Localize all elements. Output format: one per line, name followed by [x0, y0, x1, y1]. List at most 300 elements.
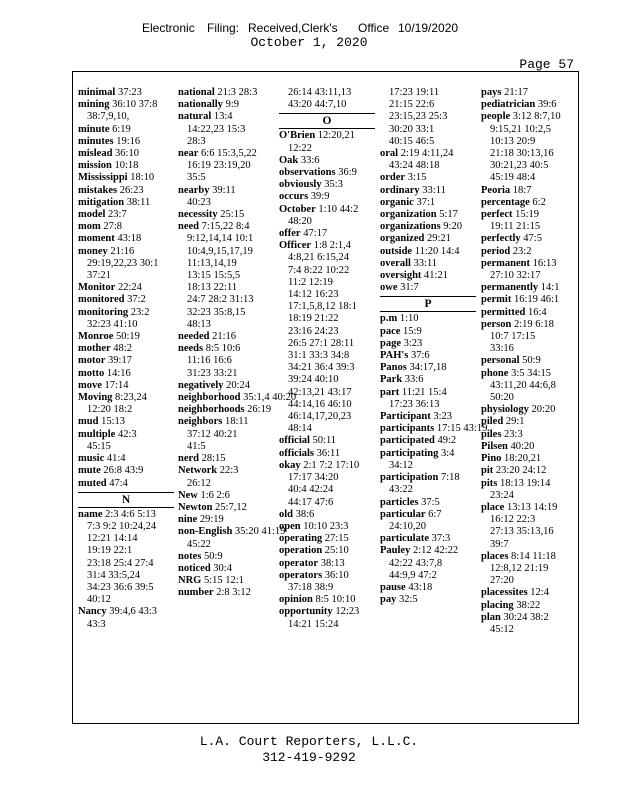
- page-line-refs: 16:12 22:3: [490, 514, 536, 526]
- page-line-refs: 13:15 15:5,5: [187, 270, 241, 282]
- index-entry: [279, 460, 375, 509]
- index-entry: [481, 612, 577, 636]
- index-entry: [279, 558, 375, 570]
- page-line-refs: 16:13: [532, 257, 557, 269]
- entry-line: [78, 197, 174, 209]
- entry-line: [279, 155, 375, 167]
- entry-line: [78, 331, 174, 343]
- entry-line: [380, 233, 476, 245]
- index-term: perfect: [481, 209, 513, 221]
- index-term: opinion: [279, 594, 313, 606]
- index-term: operator: [279, 557, 319, 569]
- page-line-refs: 19:19 22:1: [87, 545, 133, 557]
- page-line-refs: 13:4: [213, 111, 233, 123]
- entry-line: [178, 490, 274, 502]
- page-line-refs: 1:10: [399, 313, 419, 325]
- page-line-refs: 36:10: [115, 148, 139, 160]
- index-term: placing: [481, 599, 514, 611]
- entry-continuation: [178, 319, 274, 331]
- index-entry: [481, 551, 577, 588]
- index-entry: [380, 594, 476, 606]
- page-line-refs: 3:23: [433, 411, 453, 423]
- page-line-refs: 8:23,24: [115, 392, 147, 404]
- entry-line: [279, 179, 375, 191]
- page-line-refs: 29:21: [426, 233, 451, 245]
- index-entry: [78, 465, 174, 477]
- entry-continuation: [279, 301, 375, 313]
- index-entry: [78, 429, 174, 453]
- entry-line: [279, 204, 375, 216]
- page-line-refs: 23:20 24:12: [495, 465, 547, 477]
- entry-line: [481, 197, 577, 209]
- index-entry: [178, 453, 274, 465]
- index-term: page: [380, 337, 401, 349]
- filing-header: [0, 21, 618, 36]
- index-entry: [78, 124, 174, 136]
- transcript-date: October 1, 2020: [250, 35, 368, 50]
- index-term: old: [279, 508, 294, 520]
- page-line-refs: 30:21,23 40:5: [490, 160, 549, 172]
- page-line-refs: 49:2: [437, 435, 457, 447]
- entry-continuation: [279, 619, 375, 631]
- index-entry: [481, 429, 577, 441]
- page-line-refs: 2:8 3:12: [216, 587, 251, 599]
- index-entry: [481, 87, 577, 99]
- page-line-refs: 27:15: [324, 533, 349, 545]
- page-line-refs: 3:23: [403, 337, 423, 349]
- index-term: monitored: [78, 294, 125, 306]
- index-entry: [481, 478, 577, 502]
- index-term: organic: [380, 196, 414, 208]
- entry-line: [178, 453, 274, 465]
- entry-line: [380, 246, 476, 258]
- entry-continuation: [178, 282, 274, 294]
- index-term: order: [380, 172, 406, 184]
- index-term: non-English: [178, 526, 233, 538]
- index-entry: [279, 179, 375, 191]
- page-line-refs: 36:10 37:8: [112, 99, 158, 111]
- index-entry: [178, 563, 274, 575]
- entry-line: [78, 429, 174, 441]
- entry-continuation: [178, 368, 274, 380]
- page-line-refs: 13:13 14:19: [506, 501, 558, 513]
- page-line-refs: 6:6 15:3,5,22: [201, 148, 257, 160]
- page-line-refs: 34:17,18: [409, 362, 447, 374]
- index-term: places: [481, 550, 509, 562]
- index-term: Network: [178, 465, 218, 477]
- index-term: neighbors: [178, 416, 223, 428]
- index-entry: [178, 87, 274, 99]
- index-entry: [178, 490, 274, 502]
- page-line-refs: 26:5 27:1 28:11: [288, 337, 355, 349]
- page-line-refs: 40:15 46:5: [389, 135, 435, 147]
- entry-continuation: [279, 582, 375, 594]
- entry-line: [178, 514, 274, 526]
- index-entry: [78, 294, 174, 306]
- index-term: New: [178, 489, 198, 501]
- entry-line: [380, 258, 476, 270]
- page-line-refs: 35:5: [187, 172, 206, 184]
- entry-continuation: [481, 392, 577, 404]
- entry-continuation: [279, 216, 375, 228]
- index-term: pays: [481, 87, 502, 98]
- page-line-refs: 39:7: [490, 538, 509, 550]
- page-line-refs: 1:8 2:1,4: [313, 240, 352, 252]
- index-entry: [78, 380, 174, 392]
- index-entry: [481, 502, 577, 551]
- index-term: piles: [481, 428, 502, 440]
- page-line-refs: 50:9: [203, 550, 223, 562]
- entry-continuation: [279, 289, 375, 301]
- index-entry: [178, 343, 274, 380]
- page-line-refs: 21:16: [212, 331, 237, 343]
- index-entry: [78, 282, 174, 294]
- page-line-refs: 15:19: [515, 209, 540, 221]
- page-line-refs: 12:20,21: [317, 130, 355, 142]
- entry-line: [178, 148, 274, 160]
- header-received: Received,Clerk's: [248, 21, 338, 35]
- entry-continuation: [78, 111, 174, 123]
- index-term: mislead: [78, 148, 113, 160]
- index-entry: [279, 509, 375, 521]
- page-line-refs: 17:17 34:20: [288, 472, 339, 484]
- entry-continuation: [279, 387, 375, 399]
- page-line-refs: 37:23: [117, 87, 142, 98]
- page-line-refs: 27:20: [490, 575, 514, 587]
- index-term: organization: [380, 209, 437, 221]
- page-line-refs: 17:23 36:13: [389, 398, 440, 410]
- page-line-refs: 42:13,21 43:17: [288, 386, 352, 398]
- entry-line: [78, 209, 174, 221]
- page-line-refs: 14:12 16:23: [288, 289, 339, 301]
- index-term: Monroe: [78, 331, 114, 343]
- index-entry: [279, 448, 375, 460]
- index-entry: [380, 411, 476, 423]
- index-term: perfectly: [481, 233, 521, 245]
- entry-continuation: [481, 539, 577, 551]
- index-entry: [78, 478, 174, 490]
- index-term: NRG: [178, 575, 202, 587]
- entry-continuation: [380, 558, 476, 570]
- page-line-refs: 32:23 41:10: [87, 318, 138, 330]
- index-term: motor: [78, 355, 106, 367]
- page-line-refs: 33:11: [422, 184, 446, 196]
- entry-line: [78, 453, 174, 465]
- index-term: mission: [78, 160, 112, 172]
- index-term: Nancy: [78, 606, 107, 618]
- page-line-refs: 17:15 43:19: [436, 423, 488, 435]
- page-line-refs: 46:14,17,20,23: [288, 411, 352, 423]
- entry-continuation: [481, 331, 577, 343]
- page-line-refs: 18:10: [130, 172, 155, 184]
- index-term: minimal: [78, 87, 116, 98]
- page-line-refs: 39:6: [537, 99, 557, 111]
- index-entry: [78, 307, 174, 331]
- entry-line: [178, 502, 274, 514]
- entry-continuation: [178, 258, 274, 270]
- entry-continuation: [178, 478, 274, 490]
- entry-line: [178, 526, 286, 538]
- index-term: officials: [279, 447, 314, 459]
- page-line-refs: 37:3: [431, 533, 451, 545]
- entry-line: [481, 99, 577, 111]
- index-entry: [279, 228, 375, 240]
- entry-line: [481, 111, 577, 123]
- index-term: Monitor: [78, 282, 116, 294]
- entry-continuation: [481, 563, 577, 575]
- page-line-refs: 7:18: [440, 472, 460, 484]
- page-line-refs: 17:1,5,8,12 18:1: [288, 301, 357, 313]
- page-line-refs: 8:14 11:18: [511, 550, 556, 562]
- page-line-refs: 36:9: [338, 167, 357, 179]
- entry-continuation: [481, 148, 577, 160]
- index-entry: [380, 185, 476, 197]
- entry-continuation: [78, 404, 174, 416]
- entry-line: [380, 387, 476, 399]
- index-entry: [380, 374, 476, 386]
- page-line-refs: 42:3: [117, 428, 137, 440]
- page-line-refs: 10:4,9,15,17,19: [187, 245, 253, 257]
- page-line-refs: 22:24: [117, 282, 142, 294]
- page-line-refs: 43:22: [389, 484, 413, 496]
- entry-continuation: [78, 521, 174, 533]
- entry-line: [279, 521, 375, 533]
- page-line-refs: 33:6: [404, 374, 424, 386]
- index-entry: [380, 197, 476, 209]
- index-term: permanent: [481, 257, 530, 269]
- page-line-refs: 21:3 28:3: [217, 87, 258, 98]
- index-entry: [78, 160, 174, 172]
- index-entry: [78, 509, 174, 607]
- page-line-refs: 11:21 15:4: [401, 386, 447, 398]
- entry-continuation: [279, 374, 375, 386]
- index-term: muted: [78, 477, 107, 489]
- index-term: outside: [380, 245, 413, 257]
- index-entry: [78, 136, 174, 148]
- index-entry: [178, 380, 274, 392]
- page-line-refs: 1:10 44:2: [318, 203, 359, 215]
- page-line-refs: 29:1: [505, 416, 525, 428]
- entry-continuation: [481, 490, 577, 502]
- page-line-refs: 43:18: [408, 581, 433, 593]
- page-line-refs: 38:11: [126, 196, 151, 208]
- index-term: needs: [178, 343, 204, 355]
- index-entry: [178, 416, 274, 453]
- section-letter: P: [380, 296, 476, 312]
- page-line-refs: 40:20: [510, 440, 535, 452]
- entry-line: [279, 240, 375, 252]
- entry-continuation: [178, 355, 274, 367]
- index-column-1: [78, 87, 174, 631]
- entry-line: [78, 509, 174, 521]
- entry-line: [380, 172, 476, 184]
- entry-continuation: [178, 160, 274, 172]
- entry-continuation: [380, 399, 476, 411]
- index-term: operation: [279, 545, 323, 557]
- page-line-refs: 14:21 15:24: [288, 618, 339, 630]
- entry-line: [178, 111, 274, 123]
- index-entry: [380, 338, 476, 350]
- entry-line: [279, 228, 375, 240]
- index-term: necessity: [178, 209, 218, 221]
- entry-line: [279, 460, 375, 472]
- page-line-refs: 23:3: [504, 428, 523, 440]
- index-entry: [481, 307, 577, 319]
- index-term: need: [178, 221, 199, 233]
- entry-line: [78, 416, 174, 428]
- page-line-refs: 18:20,21: [504, 453, 542, 465]
- entry-continuation: [481, 514, 577, 526]
- entry-line: [481, 246, 577, 258]
- index-column-5: [481, 87, 577, 636]
- index-entry: [78, 392, 174, 416]
- index-term: mud: [78, 416, 99, 428]
- index-term: nerd: [178, 453, 199, 465]
- index-column-3: [279, 87, 375, 631]
- page-line-refs: 11:2 12:19: [288, 276, 333, 288]
- page-line-refs: 17:23 19:11: [389, 87, 440, 98]
- page-line-refs: 4:8,21 6:15,24: [288, 252, 349, 264]
- entry-line: [481, 465, 577, 477]
- entry-line: [481, 587, 577, 599]
- entry-line: [279, 570, 375, 582]
- entry-line: [78, 606, 174, 618]
- index-entry: [380, 545, 476, 582]
- index-term: percentage: [481, 196, 530, 208]
- index-term: music: [78, 453, 105, 465]
- entry-continuation: [78, 558, 174, 570]
- page-line-refs: 50:9: [522, 355, 541, 367]
- entry-line: [178, 551, 274, 563]
- page-line-refs: 45:15: [87, 440, 111, 452]
- index-entry: [78, 233, 174, 245]
- entry-line: [380, 472, 476, 484]
- entry-continuation: [279, 99, 375, 111]
- index-term: pit: [481, 465, 494, 477]
- entry-line: [481, 233, 577, 245]
- index-entry: [279, 435, 375, 447]
- page-line-refs: 29:19: [199, 514, 224, 526]
- index-entry: [78, 606, 174, 630]
- page-line-refs: 1:6 2:6: [200, 489, 230, 501]
- index-term: notes: [178, 550, 202, 562]
- page-line-refs: 2:1 7:2 17:10: [303, 459, 360, 471]
- index-term: owe: [380, 282, 398, 294]
- entry-continuation: [380, 570, 476, 582]
- entry-continuation: [178, 539, 274, 551]
- index-entry: [178, 575, 274, 587]
- entry-continuation: [481, 124, 577, 136]
- entry-line: [178, 209, 274, 221]
- index-entry: [481, 465, 577, 477]
- page-line-refs: 30:20 33:1: [389, 123, 435, 135]
- entry-line: [380, 374, 476, 386]
- index-term: Oak: [279, 154, 299, 166]
- entry-line: [78, 307, 174, 319]
- entry-line: [380, 423, 488, 435]
- index-term: PAH's: [380, 350, 409, 362]
- entry-continuation: [380, 521, 476, 533]
- index-term: official: [279, 435, 310, 447]
- entry-line: [481, 258, 577, 270]
- entry-continuation: [481, 575, 577, 587]
- index-term: needed: [178, 331, 210, 343]
- page-line-refs: 16:4: [527, 306, 547, 318]
- index-entry: [481, 185, 577, 197]
- entry-continuation: [380, 124, 476, 136]
- page-line-refs: 30:24 38:2: [503, 611, 549, 623]
- entry-continuation: [78, 545, 174, 557]
- index-term: mute: [78, 465, 101, 477]
- index-entry: [380, 282, 476, 294]
- entry-line: [481, 453, 577, 465]
- index-term: permit: [481, 294, 512, 306]
- page-line-refs: 48:13: [187, 318, 211, 330]
- index-entry: [78, 368, 174, 380]
- index-term: occurs: [279, 191, 309, 203]
- index-term: organizations: [380, 221, 441, 233]
- index-term: neighborhoods: [178, 404, 245, 416]
- entry-continuation: [178, 429, 274, 441]
- index-entry: [380, 448, 476, 472]
- index-term: near: [178, 148, 199, 160]
- index-term: nine: [178, 514, 198, 526]
- page-line-refs: 45:22: [187, 538, 211, 550]
- page-line-refs: 39:24 40:10: [288, 374, 339, 386]
- page-line-refs: 14:16: [106, 367, 131, 379]
- page-line-refs: 12:23: [335, 606, 360, 618]
- entry-line: [481, 319, 577, 331]
- entry-line: [279, 594, 375, 606]
- entry-line: [178, 465, 274, 477]
- entry-line: [78, 221, 174, 233]
- index-entry: [279, 594, 375, 606]
- index-entry: [481, 441, 577, 453]
- index-entry: [78, 209, 174, 221]
- index-entry: [78, 416, 174, 428]
- index-entry: [481, 294, 577, 306]
- entry-line: [380, 313, 476, 325]
- index-term: pause: [380, 581, 406, 593]
- entry-line: [78, 148, 174, 160]
- index-entry: [279, 130, 375, 154]
- page-line-refs: 34:23 36:6 39:5: [87, 581, 154, 593]
- page-line-refs: 20:20: [531, 404, 556, 416]
- entry-continuation: [481, 160, 577, 172]
- index-term: monitoring: [78, 306, 129, 318]
- page-line-refs: 40:4 42:24: [288, 484, 334, 496]
- entry-continuation: [178, 307, 274, 319]
- entry-continuation: [481, 136, 577, 148]
- index-entry: [78, 148, 174, 160]
- entry-line: [279, 130, 375, 142]
- index-entry: [178, 221, 274, 331]
- index-entry: [380, 509, 476, 533]
- index-entry: [78, 87, 174, 99]
- page-line-refs: 44:9,9 47:2: [389, 569, 437, 581]
- page-line-refs: 3:15: [407, 172, 427, 184]
- page-line-refs: 9:9: [225, 99, 239, 111]
- header-office: Office: [358, 21, 390, 35]
- entry-line: [78, 380, 174, 392]
- page-number: Page 57: [519, 57, 574, 72]
- index-term: motto: [78, 367, 105, 379]
- index-term: Moving: [78, 392, 113, 404]
- page-line-refs: 32:5: [398, 594, 418, 606]
- entry-line: [178, 563, 274, 575]
- index-entry: [481, 209, 577, 233]
- entry-line: [380, 435, 476, 447]
